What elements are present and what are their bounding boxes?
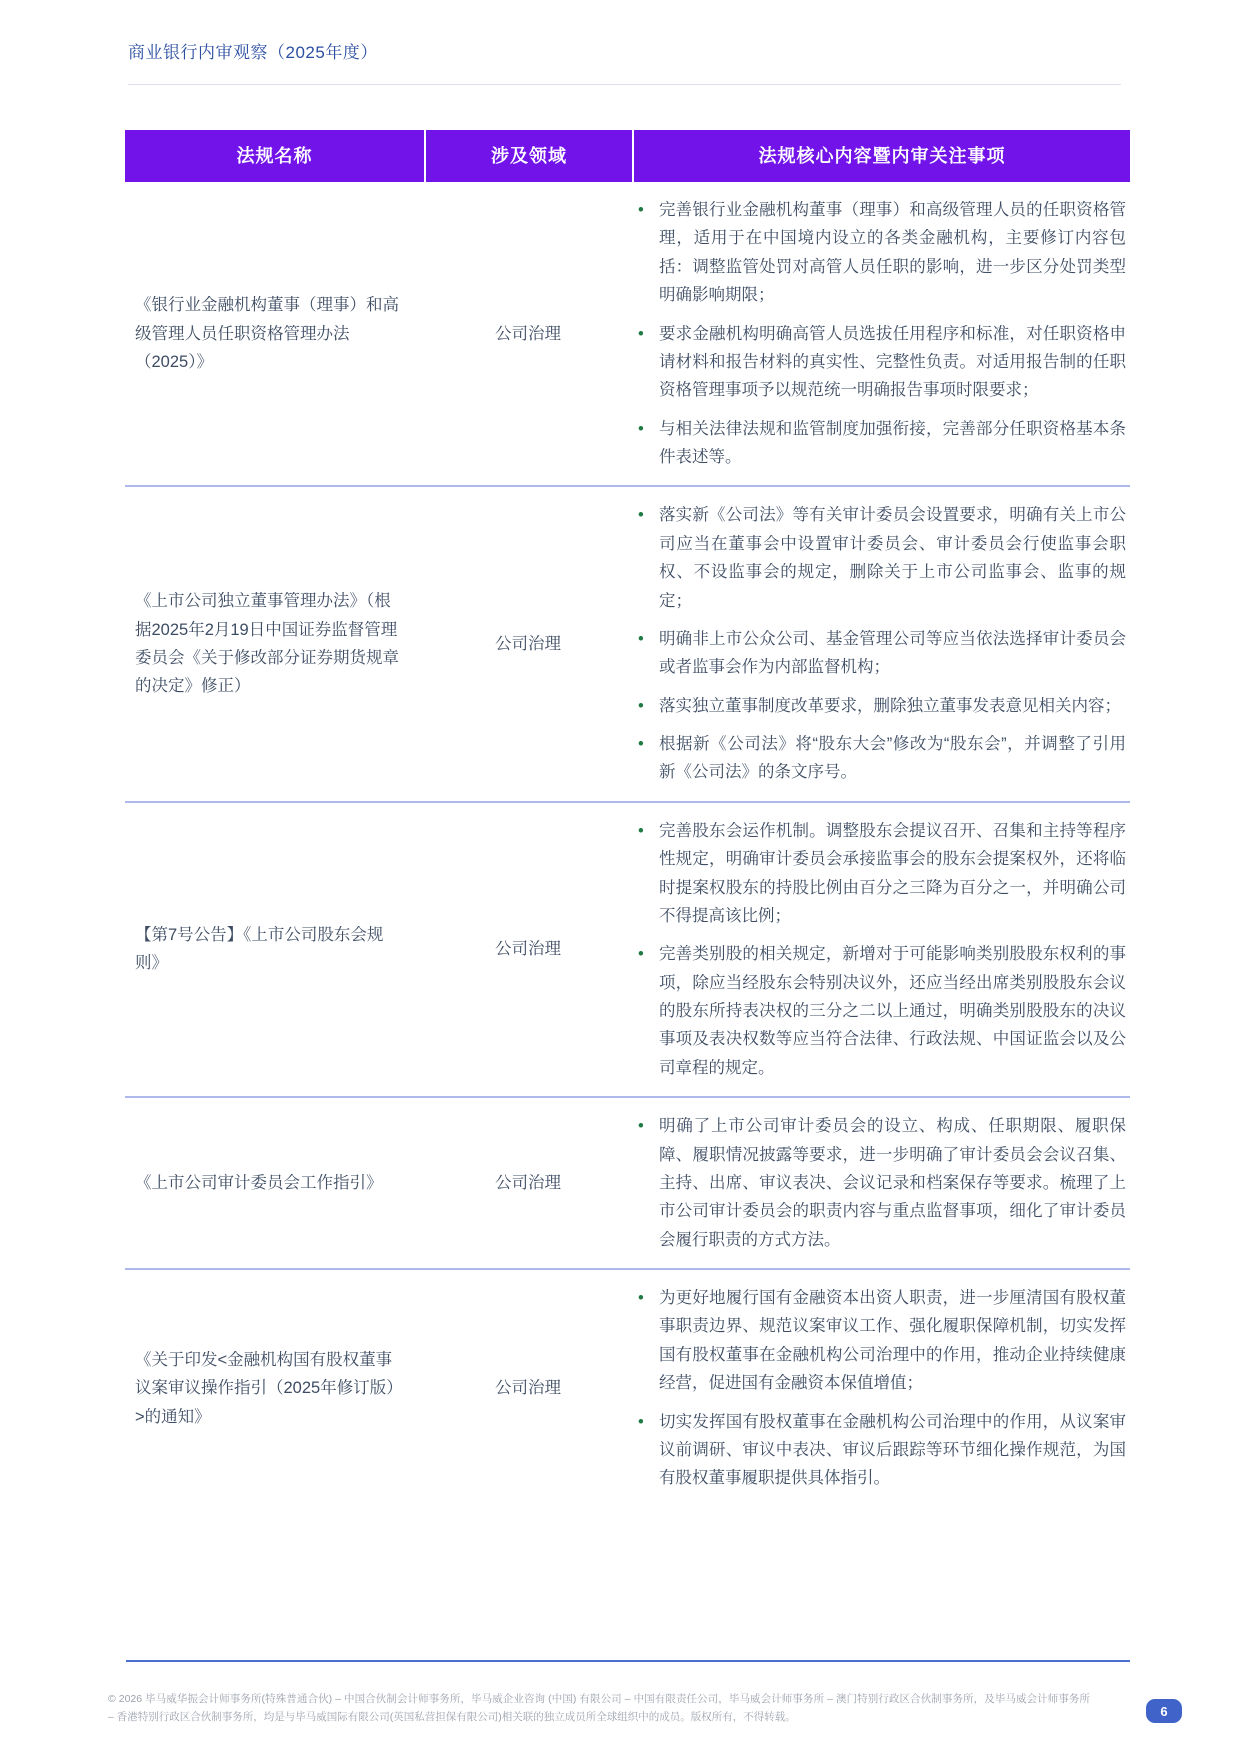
domain-cell: 公司治理: [495, 940, 561, 959]
regulation-name-cell: 《银行业金融机构董事（理事）和高级管理人员任职资格管理办法（2025）》: [135, 296, 399, 371]
core-content-cell: [632, 803, 1130, 1096]
domain-cell: 公司治理: [495, 1379, 561, 1398]
column-header-core-content: 法规核心内容暨内审关注事项: [634, 130, 1130, 182]
page-header-title: 商业银行内审观察（2025年度）: [128, 43, 378, 62]
core-content-cell: [632, 1098, 1130, 1268]
table-row: [125, 487, 1130, 802]
bullet-item: • 完善类别股的相关规定，新增对于可能影响类别股股东权利的事项，除应当经股东会特别决议外，还应当经出席类别股股东会议的股东所持表决权的三分之二以上通过，明确类别股股东的决议事项及表决权数等应当符合法律、行政法规、中国证监会以及公司章程的规定。: [632, 940, 1126, 1082]
bullet-item: • 切实发挥国有股权董事在金融机构公司治理中的作用，从议案审议前调研、审议中表决、审议后跟踪等环节细化操作规范，为国有股权董事履职提供具体指引。: [632, 1408, 1126, 1493]
footer-copyright: © 2026 毕马威华振会计师事务所(特殊普通合伙) – 中国合伙制会计师事务所，毕马威企业咨询 (中国) 有限公司 – 中国有限责任公司，毕马威会计师事务所 – 澳门特别行政区合伙制事务所，及毕马威会计师事务所 – 香港特别行政区合伙制事务所，均是与毕马威国际有限公司(英国私营担保有限公司)相关联的独立成员所全球组织中的成员。版权所有，不得转载。: [108, 1693, 1090, 1724]
regulation-name-cell: 【第7号公告】《上市公司股东会规则》: [135, 926, 384, 973]
bullet-item: • 完善银行业金融机构董事（理事）和高级管理人员的任职资格管理，适用于在中国境内设立的各类金融机构，主要修订内容包括：调整监管处罚对高管人员任职的影响，进一步区分处罚类型明确影响期限；: [632, 196, 1126, 310]
core-content-cell: [632, 487, 1130, 800]
bullet-item: • 要求金融机构明确高管人员选拔任用程序和标准，对任职资格申请材料和报告材料的真实性、完整性负责。对适用报告制的任职资格管理事项予以规范统一明确报告事项时限要求；: [632, 320, 1126, 405]
bullet-item: • 根据新《公司法》将“股东大会”修改为“股东会”，并调整了引用新《公司法》的条文序号。: [632, 730, 1126, 787]
regulation-name-cell: 《上市公司审计委员会工作指引》: [135, 1173, 383, 1192]
column-header-regulation-name: 法规名称: [125, 130, 424, 182]
bullet-item: • 落实新《公司法》等有关审计委员会设置要求，明确有关上市公司应当在董事会中设置审计委员会、审计委员会行使监事会职权、不设监事会的规定，删除关于上市公司监事会、监事的规定；: [632, 501, 1126, 615]
domain-cell: 公司治理: [495, 1173, 561, 1192]
header-divider: [128, 84, 1121, 85]
table-row: [125, 803, 1130, 1098]
table-row: [125, 1098, 1130, 1270]
bullet-item: • 明确非上市公众公司、基金管理公司等应当依法选择审计委员会或者监事会作为内部监督机构；: [632, 625, 1126, 682]
regulation-name-cell: 《关于印发<金融机构国有股权董事议案审议操作指引（2025年修订版）>的通知》: [135, 1350, 403, 1426]
regulation-name-cell: 《上市公司独立董事管理办法》（根据2025年2月19日中国证券监督管理委员会《关于修改部分证券期货规章的决定》修正）: [135, 592, 399, 696]
regulations-table: [125, 130, 1130, 1507]
domain-cell: 公司治理: [495, 634, 561, 653]
bullet-item: • 落实独立董事制度改革要求，删除独立董事发表意见相关内容；: [632, 692, 1126, 720]
column-header-domain: 涉及领域: [426, 130, 632, 182]
page-number-badge: 6: [1146, 1699, 1182, 1723]
bullet-item: • 为更好地履行国有金融资本出资人职责，进一步厘清国有股权董事职责边界、规范议案审议工作、强化履职保障机制，切实发挥国有股权董事在金融机构公司治理中的作用，推动企业持续健康经营，促进国有金融资本保值增值；: [632, 1284, 1126, 1398]
core-content-cell: [632, 182, 1130, 485]
domain-cell: 公司治理: [495, 324, 561, 343]
footer-divider: [126, 1660, 1130, 1662]
table-header-row: [125, 130, 1130, 182]
bullet-item: • 明确了上市公司审计委员会的设立、构成、任职期限、履职保障、履职情况披露等要求，进一步明确了审计委员会会议召集、主持、出席、审议表决、会议记录和档案保存等要求。梳理了上市公司审计委员会的职责内容与重点监督事项，细化了审计委员会履行职责的方式方法。: [632, 1112, 1126, 1254]
core-content-cell: [632, 1270, 1130, 1507]
table-row: [125, 1270, 1130, 1507]
table-row: [125, 182, 1130, 487]
bullet-item: • 与相关法律法规和监管制度加强衔接，完善部分任职资格基本条件表述等。: [632, 415, 1126, 472]
bullet-item: • 完善股东会运作机制。调整股东会提议召开、召集和主持等程序性规定，明确审计委员会承接监事会的股东会提案权外，还将临时提案权股东的持股比例由百分之三降为百分之一，并明确公司不得提高该比例；: [632, 817, 1126, 931]
